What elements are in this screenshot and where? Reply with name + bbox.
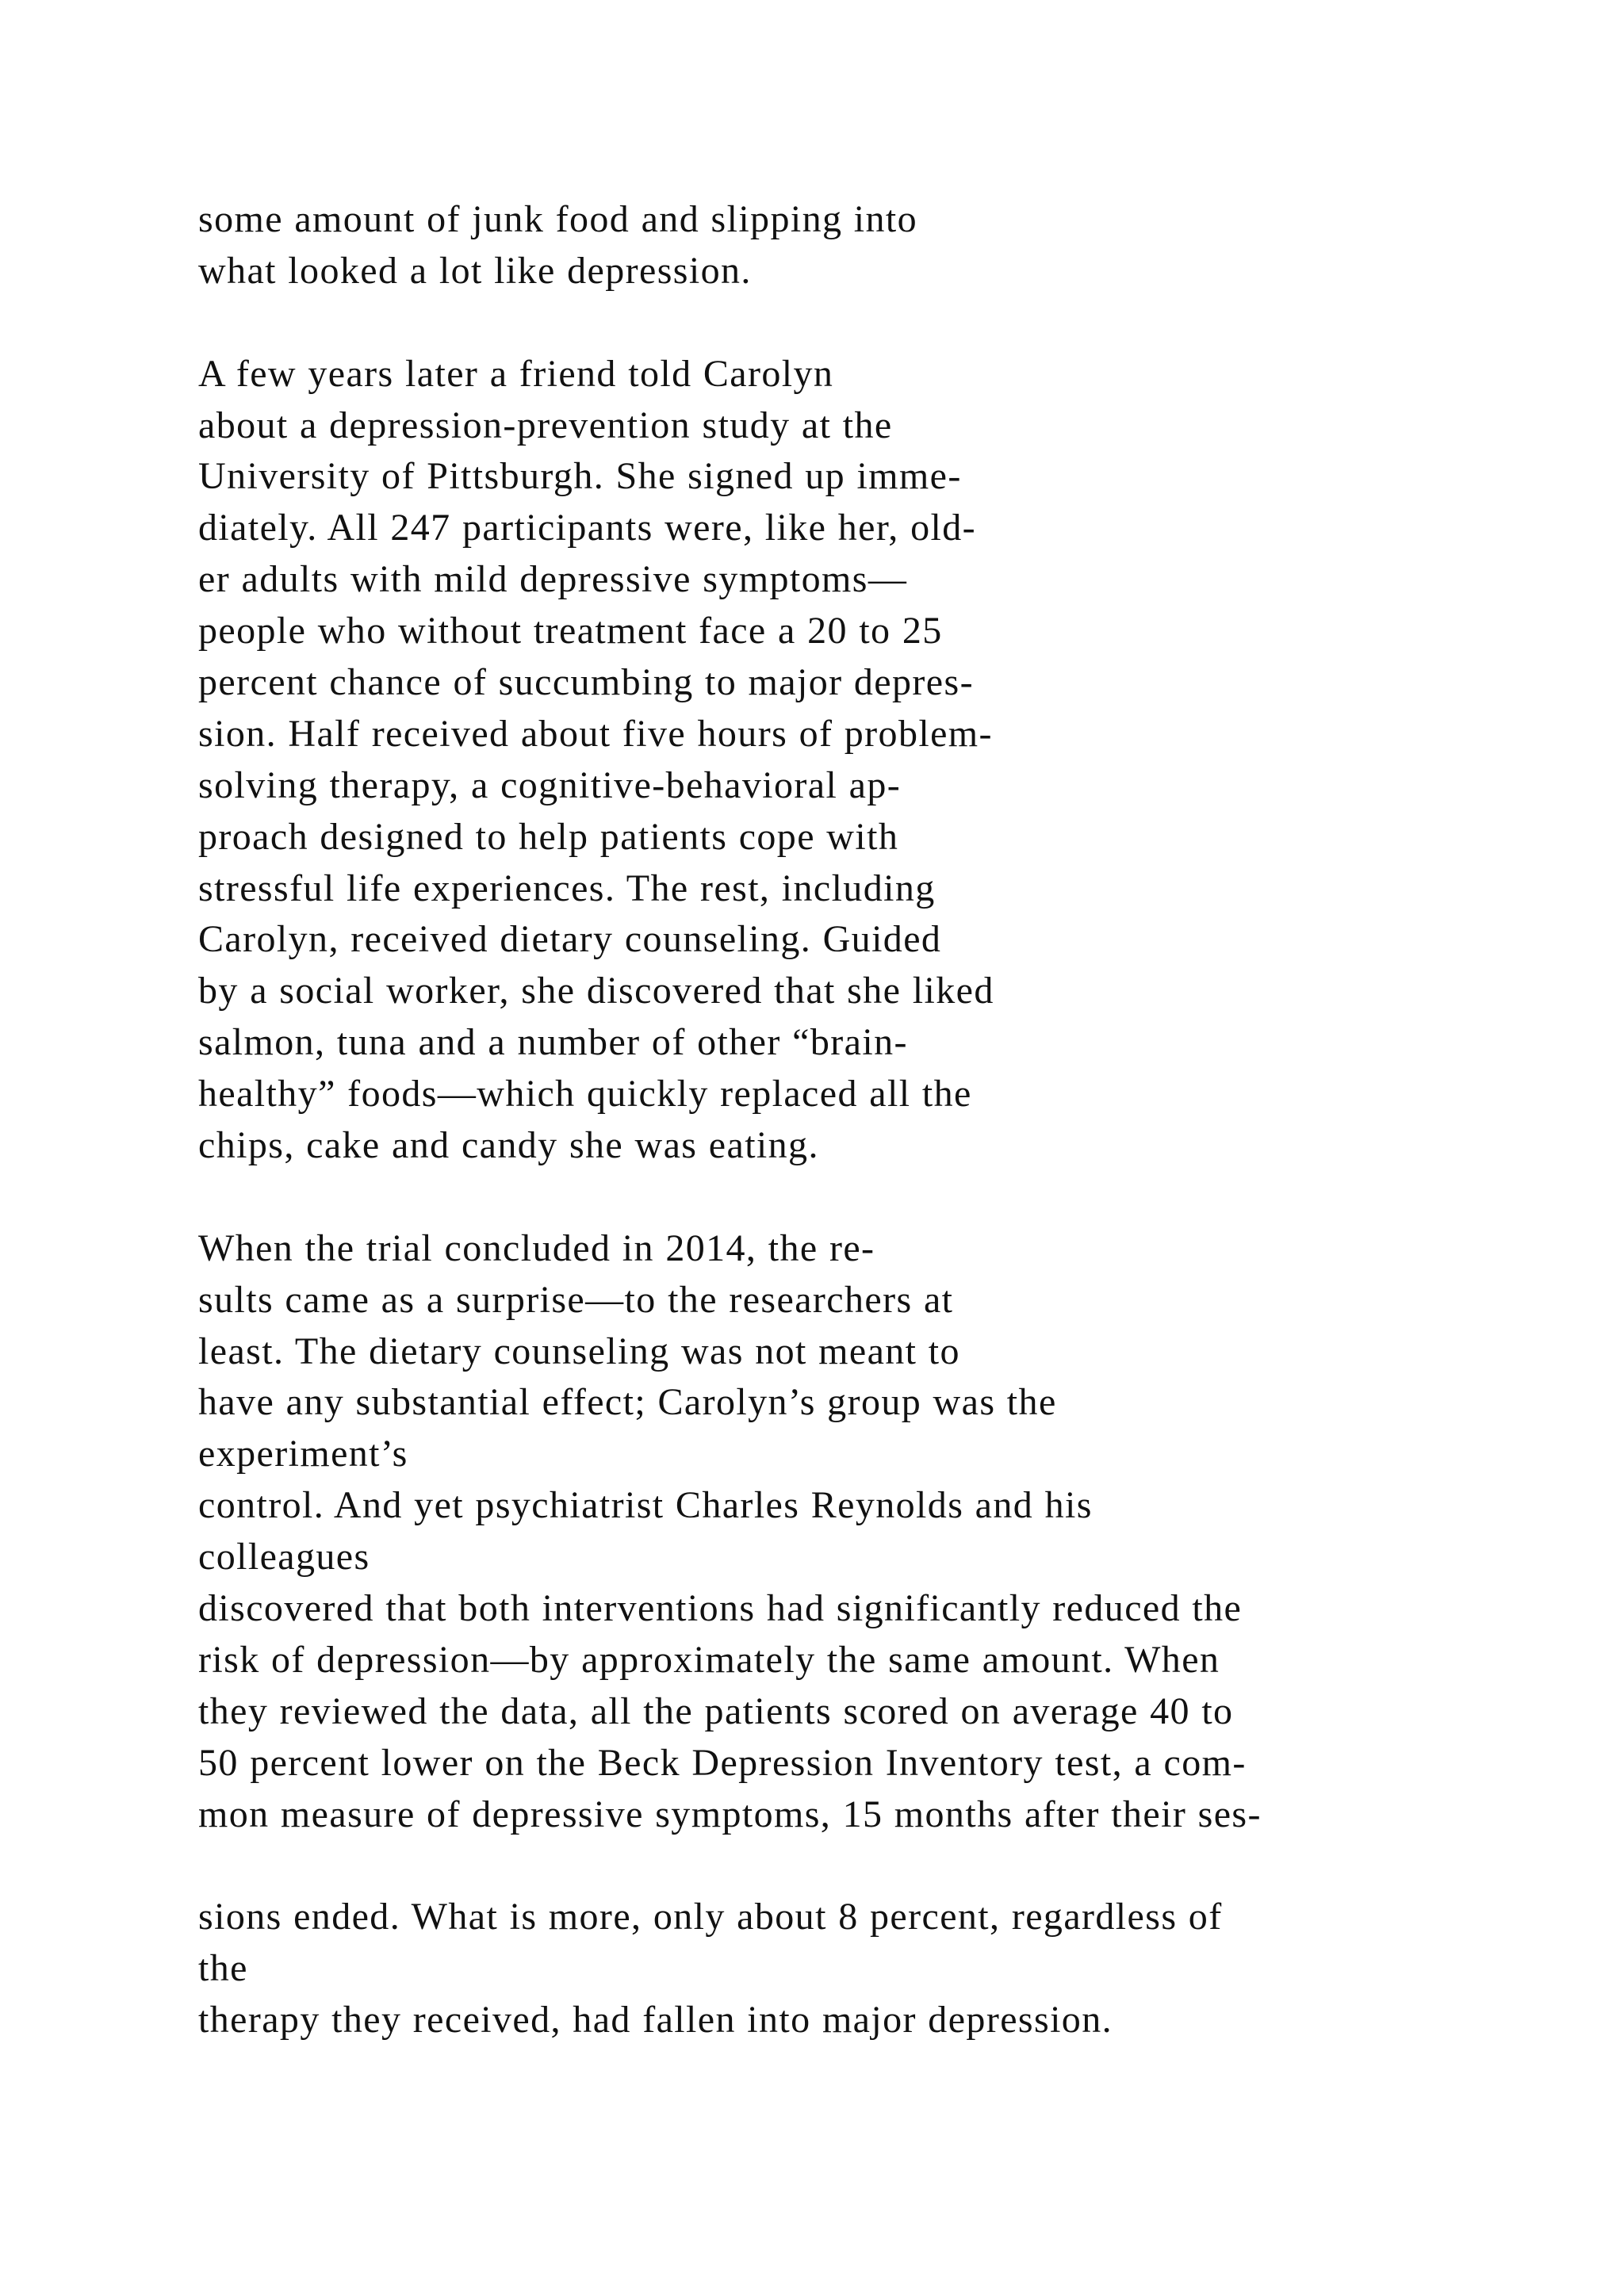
text-line: A few years later a friend told Carolyn: [198, 352, 834, 395]
article-text: [198, 194, 1594, 2046]
text-line: experiment’s: [198, 1433, 408, 1475]
text-line: percent chance of succumbing to major depres-: [198, 661, 974, 704]
text-line: salmon, tuna and a number of other “brain-: [198, 1021, 908, 1064]
text-line: chips, cake and candy she was eating.: [198, 1124, 819, 1167]
blank-line: [198, 297, 1594, 349]
text-line: sions ended. What is more, only about 8 percent, regardless of: [198, 1896, 1223, 1938]
text-line: least. The dietary counseling was not meant to: [198, 1330, 960, 1372]
text-line: have any substantial effect; Carolyn’s group was the: [198, 1381, 1057, 1424]
text-line: risk of depression—by approximately the same amount. When: [198, 1638, 1220, 1681]
text-line: University of Pittsburgh. She signed up imme-: [198, 455, 962, 498]
text-line: what looked a lot like depression.: [198, 249, 752, 292]
text-line: sion. Half received about five hours of problem-: [198, 712, 993, 755]
text-line: sults came as a surprise—to the researchers at: [198, 1278, 954, 1321]
text-line: colleagues: [198, 1536, 370, 1578]
text-line: solving therapy, a cognitive-behavioral ap-: [198, 763, 902, 806]
text-line: about a depression-prevention study at the: [198, 404, 893, 446]
text-line: Carolyn, received dietary counseling. Guided: [198, 918, 942, 961]
text-line: control. And yet psychiatrist Charles Reynolds and his: [198, 1484, 1093, 1527]
blank-line: [198, 1172, 1594, 1223]
text-line: some amount of junk food and slipping into: [198, 198, 918, 240]
text-line: mon measure of depressive symptoms, 15 months after their ses-: [198, 1793, 1262, 1835]
blank-line: [198, 1841, 1594, 1892]
text-line: therapy they received, had fallen into major depression.: [198, 1999, 1113, 2042]
text-line: stressful life experiences. The rest, including: [198, 867, 936, 909]
text-line: 50 percent lower on the Beck Depression Inventory test, a com-: [198, 1741, 1247, 1784]
text-line: discovered that both interventions had significantly reduced the: [198, 1587, 1243, 1630]
text-line: the: [198, 1947, 248, 1990]
text-line: When the trial concluded in 2014, the re-: [198, 1226, 875, 1269]
text-line: healthy” foods—which quickly replaced all the: [198, 1073, 972, 1115]
text-line: proach designed to help patients cope with: [198, 815, 899, 858]
text-line: er adults with mild depressive symptoms—: [198, 558, 908, 601]
text-line: diately. All 247 participants were, like her, old-: [198, 507, 977, 549]
text-line: they reviewed the data, all the patients scored on average 40 to: [198, 1689, 1234, 1732]
text-line: people who without treatment face a 20 to 25: [198, 610, 943, 652]
text-line: by a social worker, she discovered that she liked: [198, 970, 994, 1012]
